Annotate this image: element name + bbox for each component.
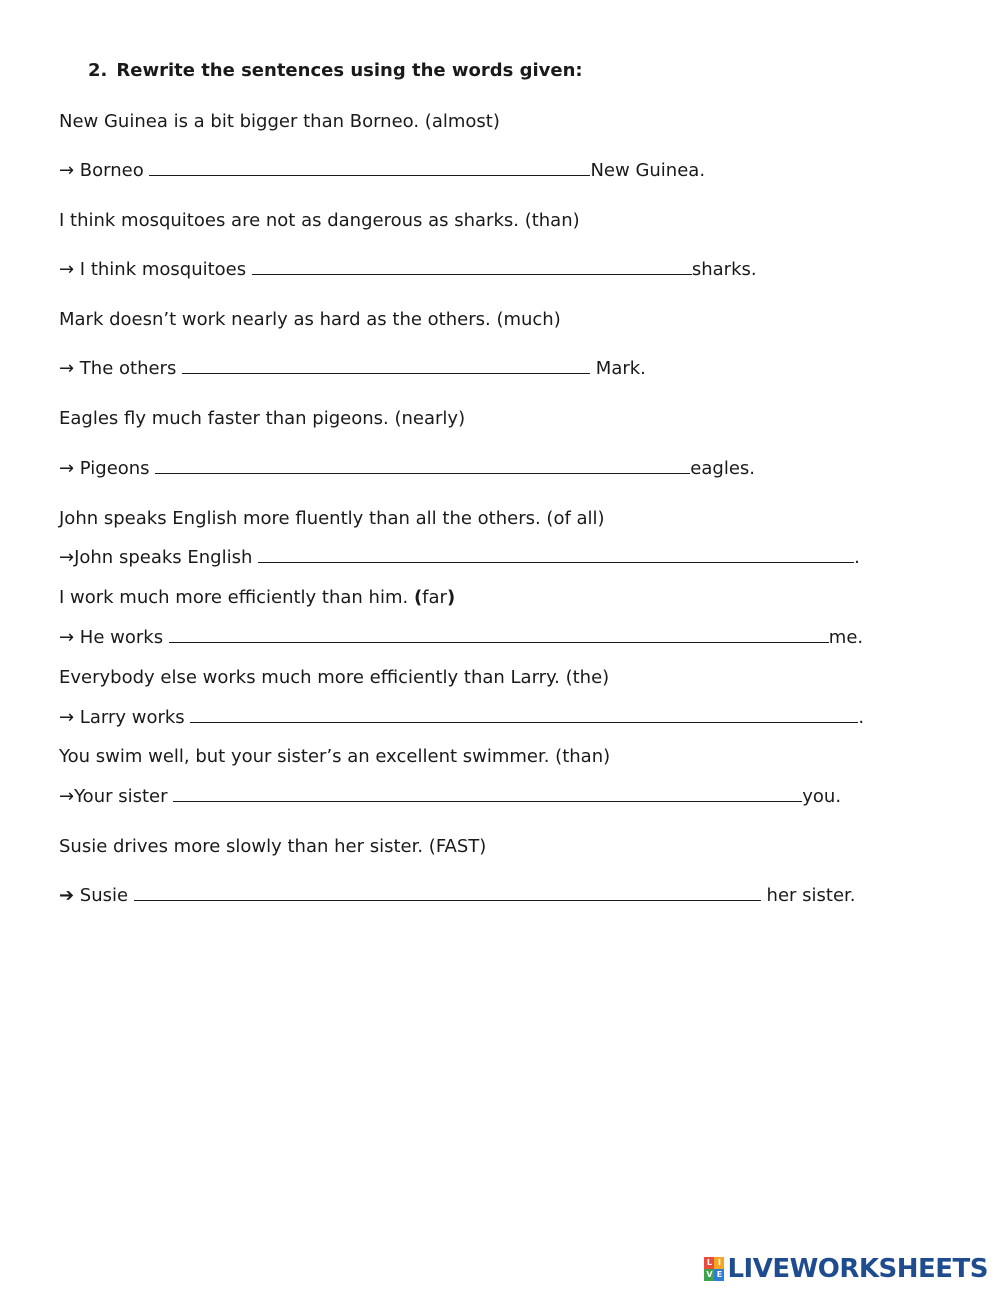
prompt-end: sharks. <box>691 259 757 280</box>
sentence-text: I work much more efficiently than him. <box>59 587 414 608</box>
sentence-7: Everybody else works much more efficiently than Larry. (the) <box>59 667 610 688</box>
prompt-end: her sister. <box>760 885 856 906</box>
prompt-start: → Borneo <box>59 160 150 181</box>
sentence-5: John speaks English more fluently than all the others. (of all) <box>59 508 605 529</box>
logo-mark-e: E <box>714 1269 724 1281</box>
sentence-2: I think mosquitoes are not as dangerous as sharks. (than) <box>59 210 580 231</box>
exercise-heading <box>88 60 583 81</box>
answer-blank[interactable] <box>190 707 858 723</box>
prompt-start: ➔ Susie <box>59 885 134 906</box>
sentence-3: Mark doesn’t work nearly as hard as the others. (much) <box>59 309 561 330</box>
prompt-start: → He works <box>59 627 169 648</box>
given-word: far <box>422 587 447 608</box>
answer-line-3 <box>59 357 646 381</box>
prompt-end: Mark. <box>590 358 646 379</box>
sentence-4: Eagles fly much faster than pigeons. (nearly) <box>59 408 466 429</box>
prompt-start: → Pigeons <box>59 458 156 479</box>
logo-mark-i: I <box>714 1257 724 1269</box>
answer-line-4 <box>59 457 755 481</box>
answer-blank[interactable] <box>258 547 854 563</box>
prompt-end: eagles. <box>690 458 756 479</box>
prompt-end: you. <box>802 786 842 807</box>
sentence-9: Susie drives more slowly than her sister. (FAST) <box>59 836 487 857</box>
exercise-title: Rewrite the sentences using the words given: <box>116 60 583 81</box>
sentence-1: New Guinea is a bit bigger than Borneo. (almost) <box>59 111 500 132</box>
answer-blank[interactable] <box>173 786 802 802</box>
logo-text: LIVEWORKSHEETS <box>727 1254 988 1284</box>
liveworksheets-logo-icon <box>704 1257 724 1281</box>
answer-blank[interactable] <box>169 627 829 643</box>
answer-line-2 <box>59 258 757 282</box>
prompt-end: me. <box>828 627 864 648</box>
prompt-start: →John speaks English <box>59 547 259 568</box>
prompt-start: → The others <box>59 358 183 379</box>
prompt-start: →Your sister <box>59 786 174 807</box>
paren-open: ( <box>413 587 423 608</box>
sentence-6 <box>59 586 455 610</box>
answer-line-7 <box>59 706 864 730</box>
liveworksheets-logo <box>704 1254 988 1284</box>
exercise-number: 2. <box>88 60 108 81</box>
logo-mark-v: V <box>706 1270 713 1279</box>
prompt-end: . <box>858 707 865 728</box>
prompt-start: → Larry works <box>59 707 191 728</box>
answer-blank[interactable] <box>149 160 590 176</box>
answer-blank[interactable] <box>182 358 590 374</box>
answer-line-5 <box>59 546 860 570</box>
logo-mark-l: L <box>704 1257 714 1269</box>
paren-close: ) <box>446 587 456 608</box>
answer-blank[interactable] <box>155 458 690 474</box>
answer-line-6 <box>59 626 863 650</box>
answer-blank[interactable] <box>134 885 761 901</box>
answer-blank[interactable] <box>252 259 692 275</box>
prompt-end: New Guinea. <box>590 160 706 181</box>
sentence-8: You swim well, but your sister’s an excellent swimmer. (than) <box>59 746 611 767</box>
answer-line-1 <box>59 159 705 183</box>
answer-line-9 <box>59 884 856 908</box>
answer-line-8 <box>59 785 841 809</box>
prompt-end: . <box>854 547 860 568</box>
prompt-start: → I think mosquitoes <box>59 259 252 280</box>
